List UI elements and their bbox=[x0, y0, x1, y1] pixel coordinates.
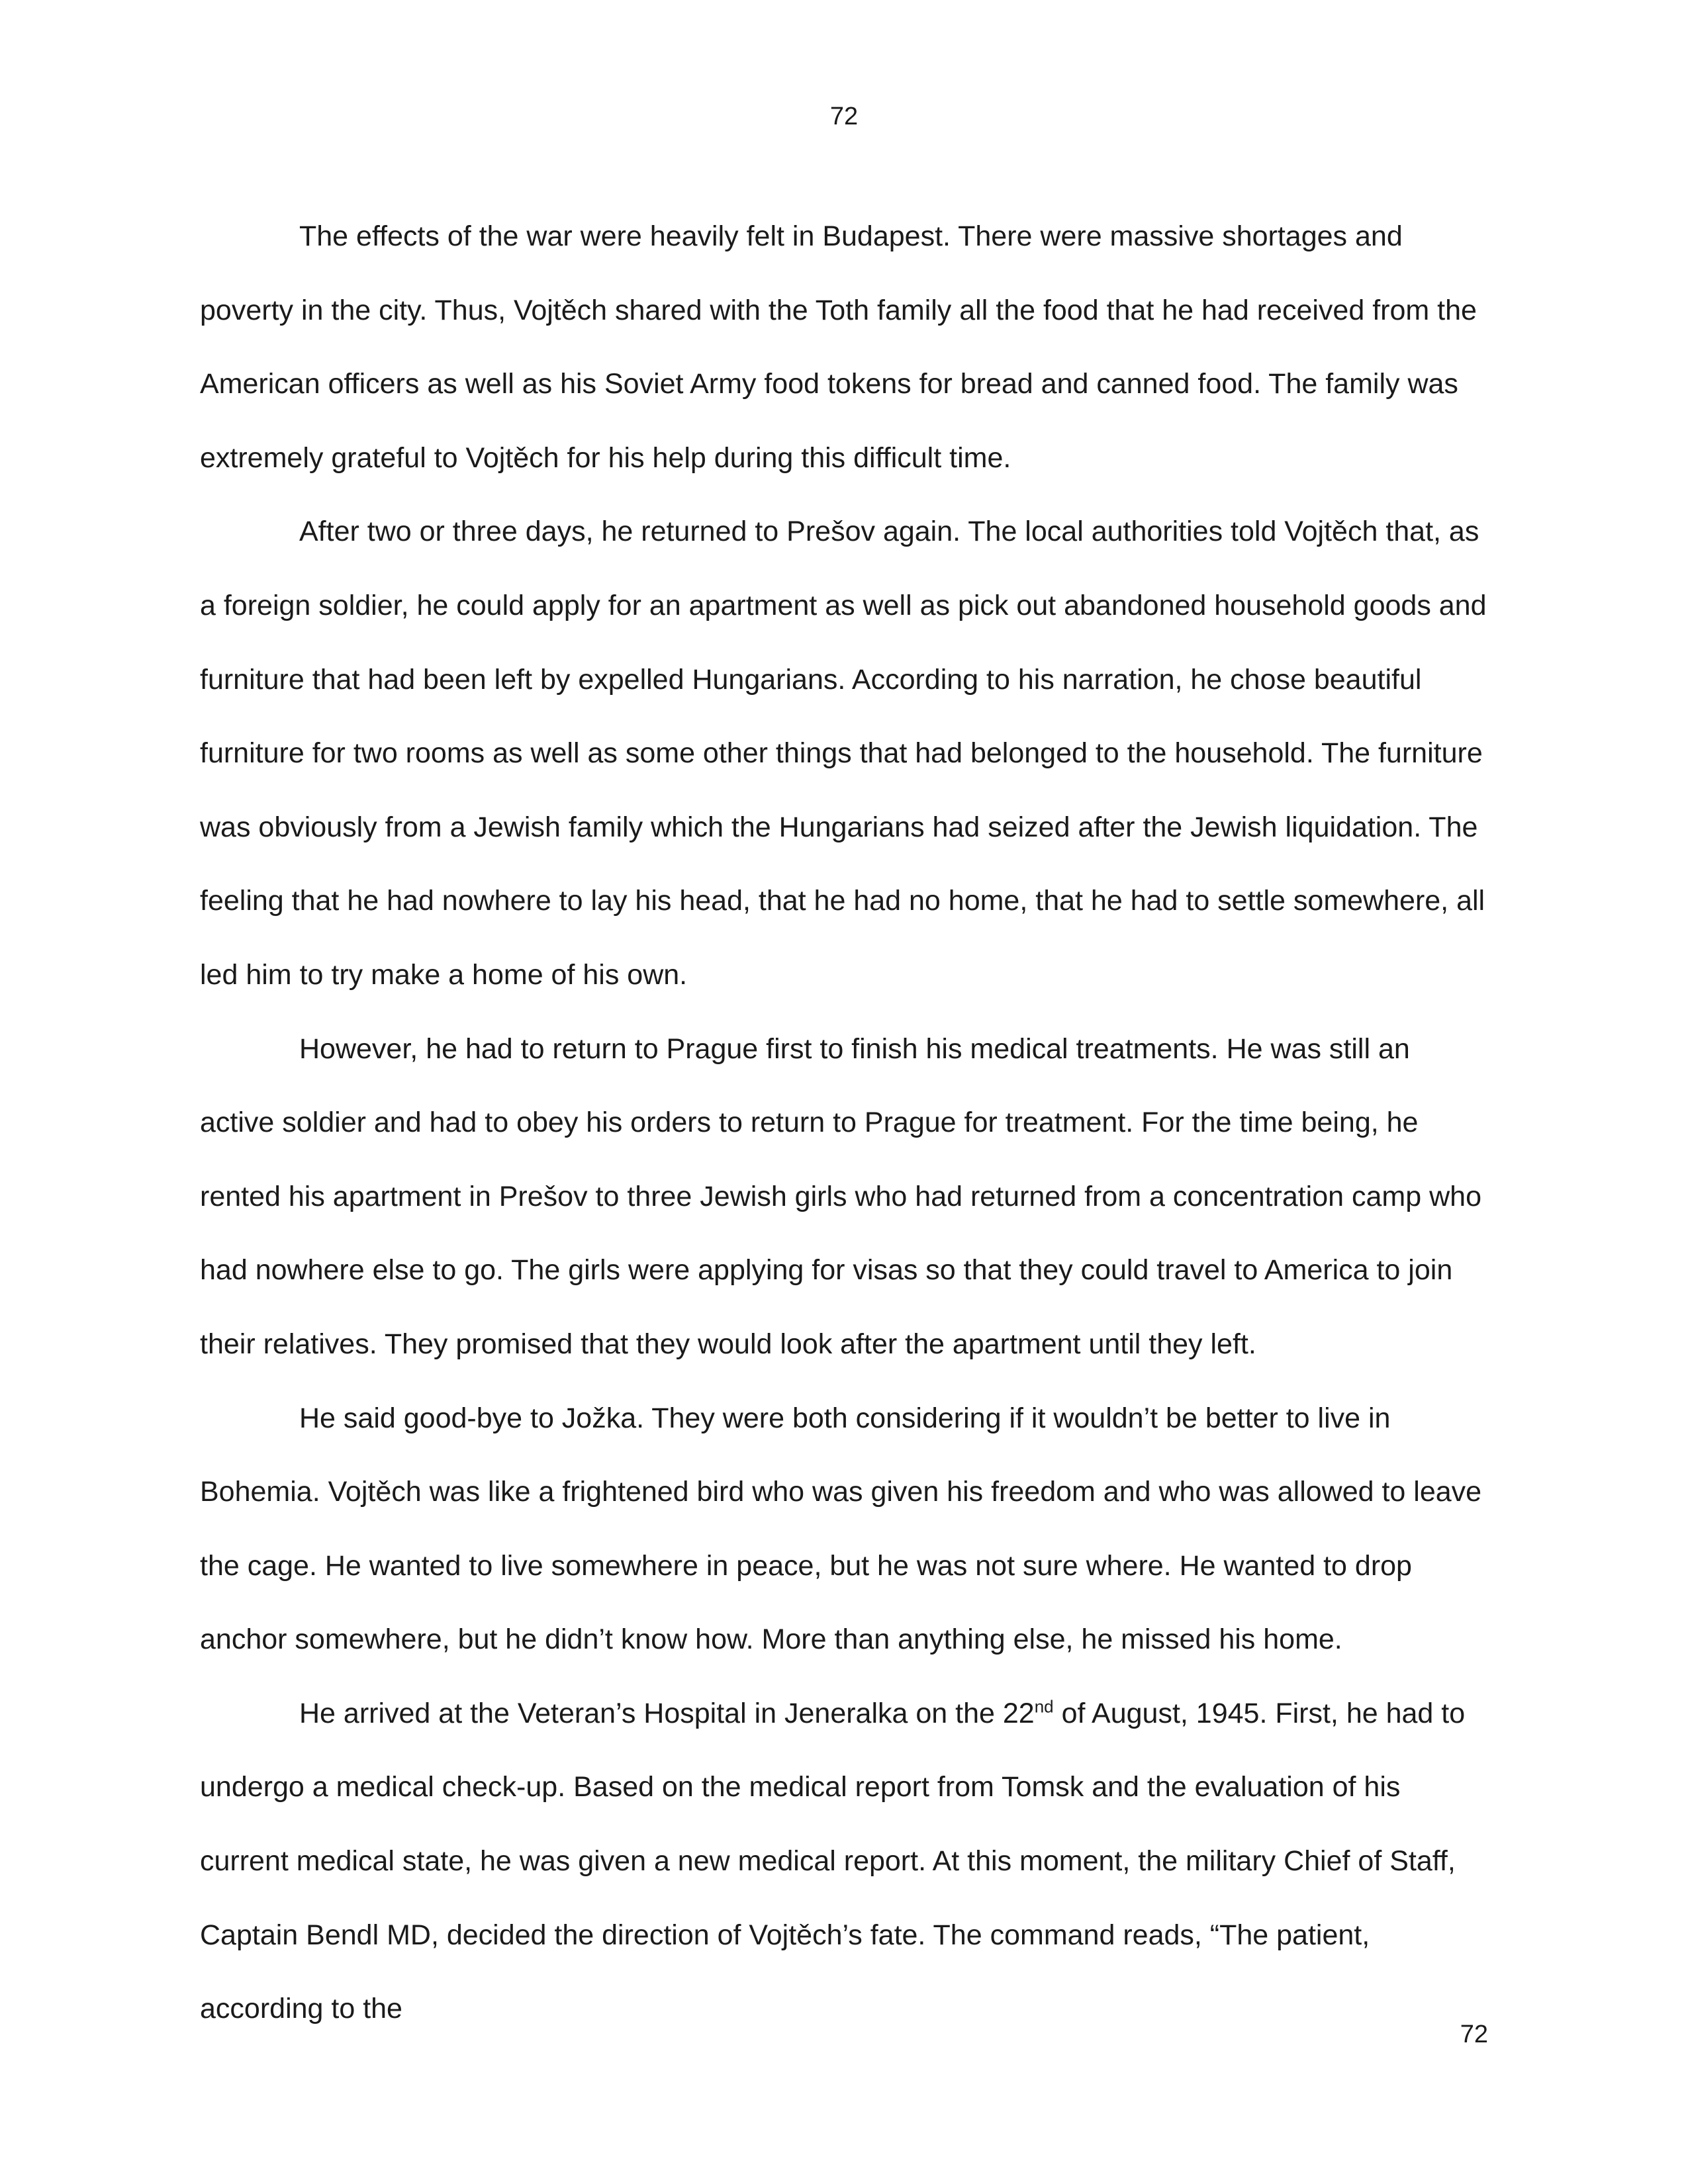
paragraph-5 bbox=[200, 1677, 1491, 2046]
paragraph-3: However, he had to return to Prague first to finish his medical treatments. He was still an active soldier and had to obey his orders to return to Prague for treatment. For the time being, he rented his apartment in Prešov to three Jewish girls who had returned from a concentration camp who had nowhere else to go. The girls were applying for visas so that they could travel to America to join their relatives. They promised that they would look after the apartment until they left. bbox=[200, 1032, 1481, 1360]
paragraph-5-text-before: He arrived at the Veteran’s Hospital in Jeneralka on the 22 bbox=[299, 1697, 1035, 1729]
body-text bbox=[200, 200, 1491, 2046]
paragraph-5-text-after: of August, 1945. First, he had to undergo a medical check-up. Based on the medical report from Tomsk and the evaluation of his current medical state, he was given a new medical report. At this moment, the military Chief of Staff, Captain Bendl MD, decided the direction of Vojtěch’s fate. The command reads, “The patient, according to the bbox=[200, 1697, 1466, 2025]
paragraph-4: He said good-bye to Jožka. They were both considering if it wouldn’t be better to live in Bohemia. Vojtěch was like a frightened bird who was given his freedom and who was allowed to leave the cage. He wanted to live somewhere in peace, but he was not sure where. He wanted to drop anchor somewhere, but he didn’t know how. More than anything else, he missed his home. bbox=[200, 1402, 1482, 1656]
paragraph-2: After two or three days, he returned to Prešov again. The local authorities told Vojtěch that, as a foreign soldier, he could apply for an apartment as well as pick out abandoned household goods and furniture that had been left by expelled Hungarians. According to his narration, he chose beautiful furniture for two rooms as well as some other things that had belonged to the household. The furniture was obviously from a Jewish family which the Hungarians had seized after the Jewish liquidation. The feeling that he had nowhere to lay his head, that he had no home, that he had to settle somewhere, all led him to try make a home of his own. bbox=[200, 516, 1487, 991]
ordinal-suffix: nd bbox=[1034, 1696, 1054, 1717]
page-number-bottom: 72 bbox=[1460, 2021, 1488, 2048]
paragraph-1: The effects of the war were heavily felt in Budapest. There were massive shortages and poverty in the city. Thus, Vojtěch shared with the Toth family all the food that he had received from the American officers as well as his Soviet Army food tokens for bread and canned food. The family was extremely grateful to Vojtěch for his help during this difficult time. bbox=[200, 220, 1477, 474]
page-number-top: 72 bbox=[829, 103, 859, 130]
